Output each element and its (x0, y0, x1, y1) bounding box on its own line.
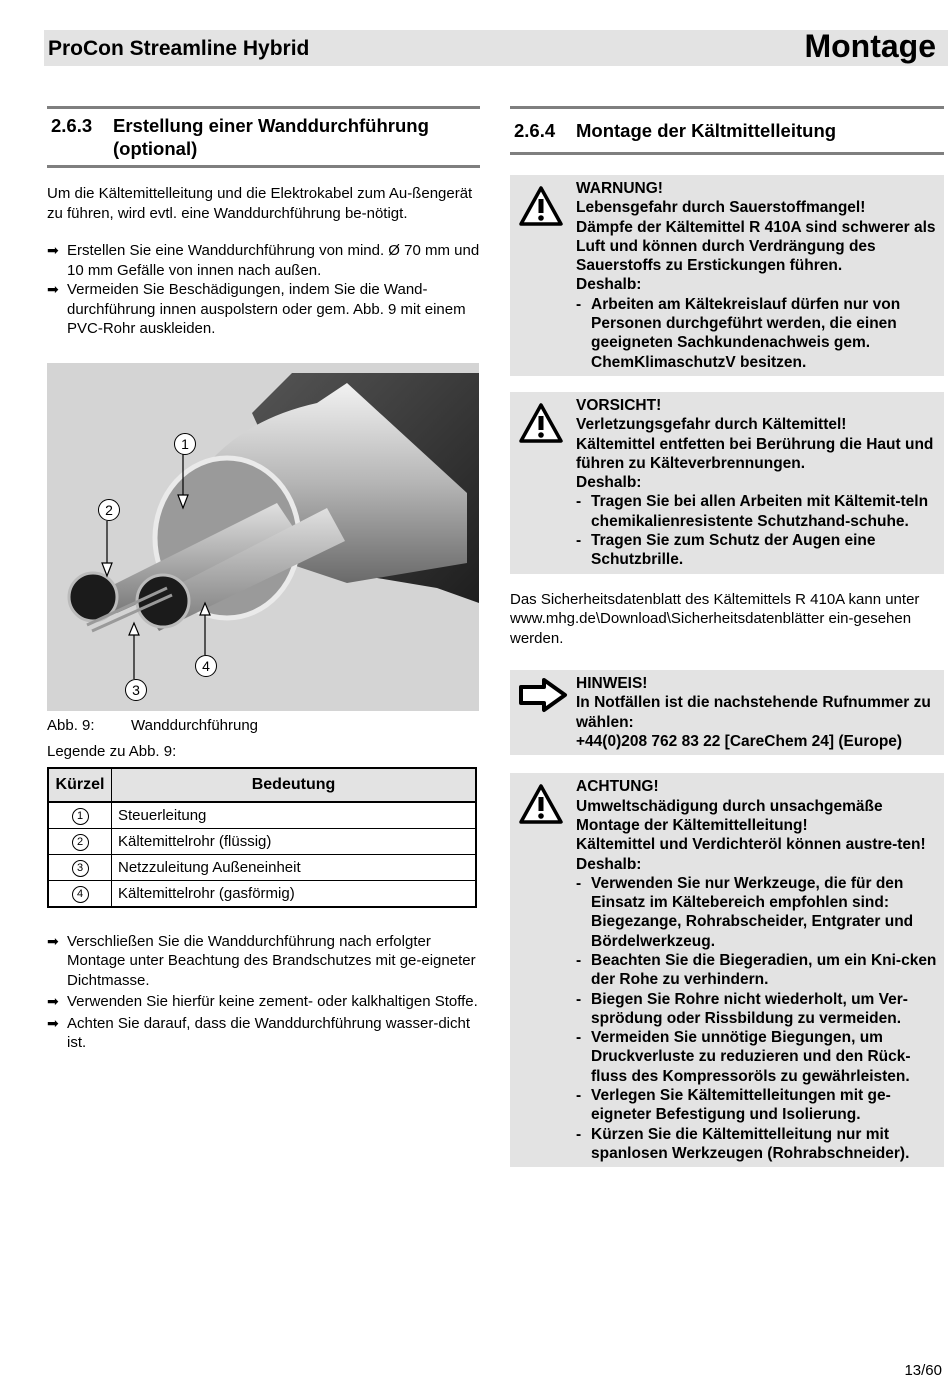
legend-meaning: Kältemittelrohr (gasförmig) (112, 880, 477, 907)
warning-title: WARNUNG! (576, 180, 663, 197)
list-item-text: Achten Sie darauf, dass die Wanddurchführung wasser-dicht ist. (67, 1014, 471, 1051)
left-column (47, 106, 480, 1053)
caution-title: VORSICHT! (576, 396, 662, 414)
legend-number: 1 (72, 808, 89, 825)
figure-caption (47, 717, 480, 734)
heading-text: Montage der Kältmittelleitung (576, 120, 837, 141)
warning-line: Deshalb: (576, 276, 642, 294)
intro-paragraph: Um die Kältemittelleitung und die Elektrokabel zum Au-ßengerät zu führen, wird evtl. eine Wanddurchführung be-nötigt. (47, 185, 473, 222)
warning-triangle-icon (518, 402, 564, 444)
warning-line: Dämpfe der Kältemittel R 410A sind schwerer als Luft und können durch Verdrängung des Sauerstoffs zu Erstickungen führen. (576, 218, 936, 275)
caption-label: Abb. 9: (47, 716, 95, 734)
legend-meaning: Steuerleitung (112, 802, 477, 829)
bullet-arrow-icon: ➡ (47, 932, 59, 949)
legend-number: 3 (72, 860, 89, 877)
attention-item: - Verlegen Sie Kältemittelleitungen mit ge-eigneter Befestigung und Isolierung. (576, 1087, 891, 1124)
bullet-arrow-icon: ➡ (47, 1014, 59, 1031)
warning-triangle-icon (518, 185, 564, 227)
caution-item: - Tragen Sie bei allen Arbeiten mit Kältemit-teln chemikalienresistente Schutzhand-schuhe. (576, 493, 929, 530)
heading-number: 2.6.3 (51, 115, 93, 136)
warning-line: Lebensgefahr durch Sauerstoffmangel! (576, 199, 866, 217)
legend-meaning: Netzzuleitung Außeneinheit (112, 854, 477, 880)
note-title: HINWEIS! (576, 675, 648, 693)
page-number: 13/60 (904, 1362, 942, 1379)
legend-number: 2 (72, 834, 89, 851)
list-item (47, 992, 480, 1012)
attention-title: ACHTUNG! (576, 778, 659, 796)
section-title: Montage (804, 28, 936, 64)
attention-line: Kältemittel und Verdichteröl können austre-ten! (576, 836, 926, 854)
bullet-arrow-icon: ➡ (47, 993, 59, 1009)
list-item-text: Vermeiden Sie Beschädigungen, indem Sie die Wand-durchführung innen auspolstern oder gem. Abb. 9 mit einem PVC-Rohr auskleiden. (67, 281, 466, 337)
heading-text: Erstellung einer Wanddurchführung (optional) (113, 115, 429, 159)
callout-3: 3 (125, 679, 147, 701)
attention-item: - Verwenden Sie nur Werkzeuge, die für den Einsatz im Kältebereich empfohlen sind: Biegezange, Rohrabscheider, Entgrater und Bördelwerkzeug. (576, 874, 914, 950)
instruction-list-1 (47, 241, 480, 339)
list-item-text: Verwenden Sie hierfür keine zement- oder kalkhaltigen Stoffe. (67, 993, 478, 1010)
caption-text: Wanddurchführung (131, 716, 259, 734)
document-title: ProCon Streamline Hybrid (48, 37, 310, 60)
attention-line: Umweltschädigung durch unsachgemäße Montage der Kältemittelleitung! (576, 797, 883, 834)
legend-meaning: Kältemittelrohr (flüssig) (112, 828, 477, 854)
note-line: In Notfällen ist die nachstehende Rufnummer zu wählen: (576, 694, 931, 731)
attention-item: - Kürzen Sie die Kältemittelleitung nur mit spanlosen Werkzeugen (Rohrabschneider). (576, 1125, 910, 1162)
table-row (48, 802, 476, 829)
bullet-arrow-icon: ➡ (47, 281, 59, 297)
callout-1: 1 (174, 433, 196, 455)
table-header-row (48, 768, 476, 802)
note-phone: +44(0)208 762 83 22 [CareChem 24] (Europe) (576, 733, 903, 751)
figure-wall-duct (47, 363, 479, 711)
list-item-text: Erstellen Sie eine Wanddurchführung von mind. Ø 70 mm und 10 mm Gefälle von innen nach außen. (67, 242, 480, 279)
caution-line: Deshalb: (576, 474, 642, 492)
warning-triangle-icon (518, 783, 564, 825)
caution-item: - Tragen Sie zum Schutz der Augen eine Schutzbrille. (576, 532, 876, 569)
note-box (510, 670, 944, 755)
attention-box (510, 773, 944, 1167)
list-item (47, 280, 480, 339)
attention-line: Deshalb: (576, 855, 642, 873)
arrow-right-icon (518, 677, 568, 713)
legend-table (47, 767, 477, 908)
attention-item: - Beachten Sie die Biegeradien, um ein Kni-cken der Rohe zu verhindern. (576, 952, 937, 989)
caution-line: Kältemittel entfetten bei Berührung die Haut und führen zu Kälteverbrennungen. (576, 435, 934, 472)
table-row (48, 880, 476, 907)
attention-item: - Biegen Sie Rohre nicht wiederholt, um Ver-sprödung oder Rissbildung zu vermeiden. (576, 990, 908, 1027)
section-heading-2-6-3 (47, 106, 480, 168)
list-item-text: Verschließen Sie die Wanddurchführung nach erfolgter Montage unter Beachtung des Brandschutzes mit ge-eigneter Dichtmasse. (67, 932, 476, 989)
callout-4: 4 (195, 655, 217, 677)
table-row (48, 854, 476, 880)
legend-title: Legende zu Abb. 9: (47, 742, 177, 760)
column-header-bedeutung: Bedeutung (112, 768, 477, 802)
instruction-list-2 (47, 932, 480, 1053)
right-column (510, 106, 944, 1167)
caution-box (510, 392, 944, 574)
warning-item: - Arbeiten am Kältekreislauf dürfen nur von Personen durchgeführt werden, die einen geeigneten Sachkundenachweis gem. ChemKlimaschutzV besitzen. (576, 295, 901, 371)
attention-item: - Vermeiden Sie unnötige Biegungen, um Druckverluste zu reduzieren und den Rück-fluss des Kompressoröls zu gewährleisten. (576, 1029, 911, 1085)
column-header-kuerzel: Kürzel (48, 768, 112, 802)
list-item (47, 1014, 480, 1053)
bullet-arrow-icon: ➡ (47, 242, 59, 258)
wall-duct-illustration (47, 363, 479, 711)
caution-line: Verletzungsgefahr durch Kältemittel! (576, 416, 847, 434)
legend-number: 4 (72, 886, 89, 903)
callout-2: 2 (98, 499, 120, 521)
list-item (47, 241, 480, 280)
table-row (48, 828, 476, 854)
warning-box (510, 175, 944, 376)
sds-paragraph: Das Sicherheitsdatenblatt des Kältemittels R 410A kann unter www.mhg.de\Download\Sicherheitsdatenblätter ein-gesehen werden. (510, 590, 920, 647)
page-header (44, 30, 948, 66)
list-item (47, 932, 480, 991)
section-heading-2-6-4 (510, 106, 944, 155)
heading-number: 2.6.4 (514, 120, 556, 141)
